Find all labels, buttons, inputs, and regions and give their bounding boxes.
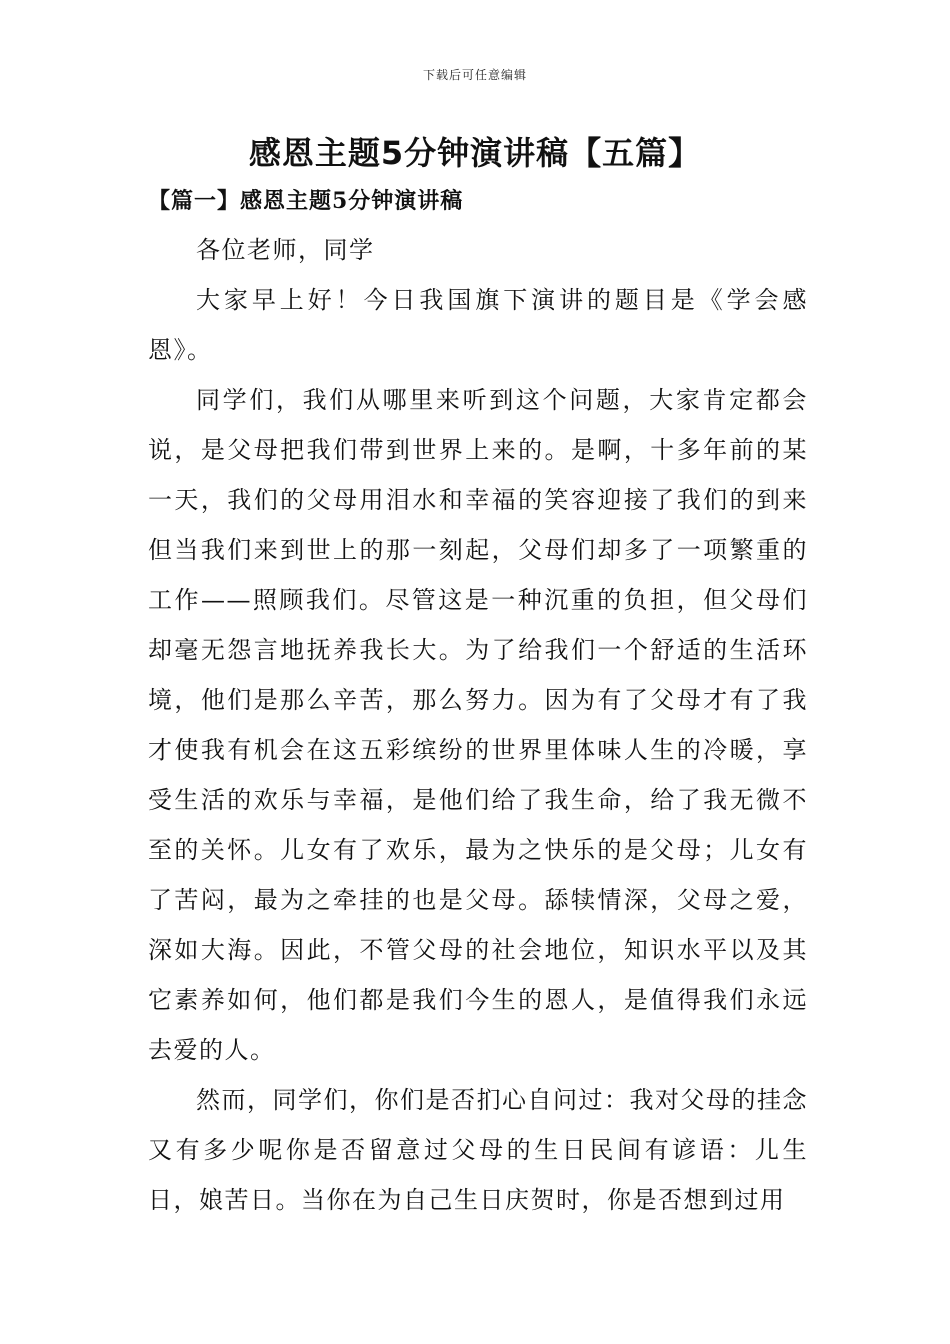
header-note: 下载后可任意编辑 [422, 68, 527, 82]
greeting-paragraph: 大家早上好！今日我国旗下演讲的题目是《学会感恩》。 [148, 286, 808, 364]
body-paragraph: 同学们，我们从哪里来听到这个问题，大家肯定都会说，是父母把我们带到世界上来的。是啊，十多年前的某一天，我们的父母用泪水和幸福的笑容迎接了我们的到来但当我们来到世上的那一刻起，父母们却多了一项繁重的工作——照顾我们。尽管这是一种沉重的负担，但父母们却毫无怨言地抚养我长大。为了给我们一个舒适的生活环境，他们是那么辛苦，那么努力。因为有了父母才有了我才使我有机会在这五彩缤纷的世界里体味人生的冷暖，享受生活的欢乐与幸福，是他们给了我生命，给了我无微不至的关怀。儿女有了欢乐，最为之快乐的是父母；儿女有了苦闷，最为之牵挂的也是父母。舔犊情深，父母之爱，深如大海。因此，不管父母的社会地位，知识水平以及其它素养如何，他们都是我们今生的恩人，是值得我们永远去爱的人。 [148, 386, 808, 1064]
section-heading: 【篇一】感恩主题5分钟演讲稿 [148, 188, 464, 214]
page-title: 感恩主题5分钟演讲稿【五篇】 [248, 134, 702, 172]
salutation-paragraph: 各位老师，同学 [196, 236, 375, 264]
document-body [148, 225, 808, 1225]
body-paragraph: 然而，同学们，你们是否扪心自问过：我对父母的挂念又有多少呢你是否留意过父母的生日民间有谚语：儿生日，娘苦日。当你在为自己生日庆贺时，你是否想到过用 [148, 1086, 808, 1214]
